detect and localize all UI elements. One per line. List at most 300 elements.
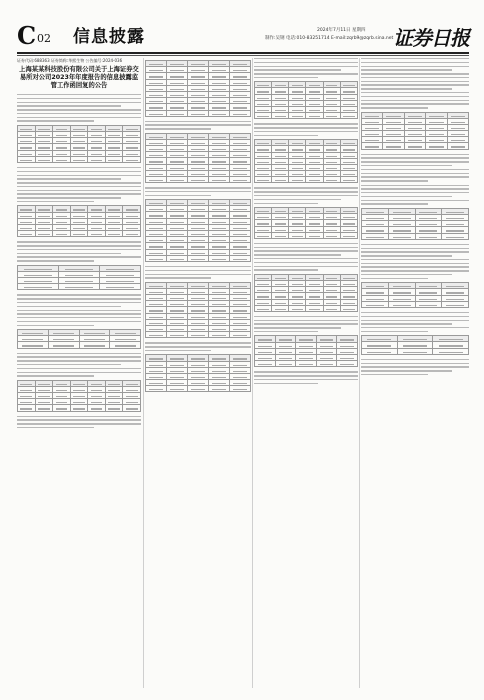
text-line: [361, 331, 428, 332]
table-cell: [337, 361, 358, 367]
table-row: [362, 301, 469, 307]
cell-text: [149, 89, 163, 90]
table-cell: [306, 177, 323, 183]
table-cell: [209, 386, 230, 392]
cell-text: [149, 76, 163, 77]
text-line: [254, 66, 358, 67]
cell-text: [126, 234, 138, 235]
cell-text: [326, 217, 337, 218]
text-line: [17, 427, 94, 428]
data-table: [17, 329, 141, 349]
table-cell: [188, 332, 209, 338]
cell-text: [149, 246, 163, 247]
table-cell: [88, 405, 106, 411]
cell-text: [429, 128, 443, 129]
cell-text: [91, 234, 103, 235]
cell-text: [191, 240, 205, 241]
cell-text: [149, 137, 163, 138]
text-line: [254, 320, 358, 321]
body-text-block: [145, 60, 251, 392]
text-line: [361, 73, 469, 74]
cell-text: [149, 292, 163, 293]
text-line: [254, 123, 358, 124]
table-cell: [255, 305, 272, 311]
table-row: [362, 233, 469, 239]
cell-text: [233, 64, 247, 65]
cell-text: [340, 364, 354, 365]
cell-text: [451, 134, 465, 135]
cell-text: [170, 335, 184, 336]
cell-text: [233, 76, 247, 77]
cell-text: [233, 215, 247, 216]
cell-text: [393, 218, 411, 219]
cell-text: [366, 237, 384, 238]
cell-text: [233, 174, 247, 175]
cell-text: [91, 216, 103, 217]
cell-text: [212, 203, 226, 204]
cell-text: [212, 107, 226, 108]
cell-text: [108, 222, 120, 223]
cell-text: [309, 162, 320, 163]
cell-text: [38, 384, 50, 385]
table-cell: [447, 143, 468, 149]
text-line: [254, 135, 318, 136]
text-line: [17, 310, 141, 311]
cell-text: [191, 365, 205, 366]
cell-text: [257, 91, 268, 92]
text-line: [17, 253, 121, 254]
cell-text: [191, 246, 205, 247]
table-cell: [275, 361, 296, 367]
column-1: [17, 58, 141, 688]
body-text-block: [361, 58, 469, 375]
table-cell: [388, 301, 415, 307]
table-cell: [230, 255, 251, 261]
cell-text: [340, 346, 354, 347]
cell-text: [292, 143, 303, 144]
cell-text: [446, 292, 464, 293]
cell-text: [73, 384, 85, 385]
table-cell: [426, 143, 447, 149]
cell-text: [292, 217, 303, 218]
table-cell: [255, 177, 272, 183]
cell-text: [73, 222, 85, 223]
table-cell: [362, 233, 389, 239]
cell-text: [191, 310, 205, 311]
cell-text: [233, 253, 247, 254]
text-line: [254, 254, 341, 255]
text-line: [17, 178, 121, 179]
cell-text: [257, 236, 268, 237]
cell-text: [149, 143, 163, 144]
cell-text: [126, 135, 138, 136]
cell-text: [292, 230, 303, 231]
text-lines: [361, 312, 469, 332]
cell-text: [386, 146, 400, 147]
text-line: [145, 270, 251, 271]
cell-text: [419, 286, 437, 287]
table-cell: [167, 110, 188, 116]
text-lines: [145, 266, 251, 279]
cell-text: [191, 389, 205, 390]
cell-text: [212, 149, 226, 150]
cell-text: [309, 230, 320, 231]
text-line: [361, 370, 452, 371]
data-table: [17, 125, 141, 163]
table-row: [255, 232, 358, 238]
cell-text: [191, 180, 205, 181]
cell-text: [212, 234, 226, 235]
data-table: [17, 205, 141, 237]
cell-text: [366, 305, 384, 306]
cell-text: [393, 292, 411, 293]
cell-text: [149, 365, 163, 366]
cell-text: [191, 253, 205, 254]
cell-text: [429, 122, 443, 123]
cell-text: [386, 116, 400, 117]
text-line: [17, 113, 141, 114]
cell-text: [366, 218, 384, 219]
cell-text: [149, 329, 163, 330]
text-line: [361, 363, 469, 364]
cell-text: [170, 234, 184, 235]
cell-text: [170, 149, 184, 150]
text-lines: [361, 359, 469, 376]
cell-text: [212, 155, 226, 156]
cell-text: [170, 95, 184, 96]
table-cell: [272, 232, 289, 238]
text-line: [17, 102, 141, 103]
text-lines: [254, 123, 358, 136]
cell-text: [343, 296, 354, 297]
cell-text: [73, 228, 85, 229]
cell-text: [439, 339, 463, 340]
cell-text: [257, 98, 268, 99]
cell-text: [258, 358, 272, 359]
cell-text: [212, 371, 226, 372]
cell-text: [326, 278, 337, 279]
cell-text: [191, 304, 205, 305]
cell-text: [275, 174, 286, 175]
cell-text: [309, 168, 320, 169]
cell-text: [91, 209, 103, 210]
text-line: [254, 331, 318, 332]
text-line: [17, 360, 141, 361]
text-line: [254, 243, 358, 244]
cell-text: [91, 390, 103, 391]
cell-text: [275, 296, 286, 297]
cell-text: [366, 299, 384, 300]
text-line: [254, 266, 358, 267]
newspaper-logo: 证券日报: [393, 26, 469, 50]
text-line: [361, 84, 469, 85]
cell-text: [91, 141, 103, 142]
cell-text: [170, 323, 184, 324]
cell-text: [309, 104, 320, 105]
cell-text: [275, 116, 286, 117]
data-table: [145, 199, 251, 262]
cell-text: [170, 240, 184, 241]
table-cell: [306, 305, 323, 311]
table-cell: [123, 231, 141, 237]
table-cell: [146, 255, 167, 261]
cell-text: [233, 298, 247, 299]
cell-text: [191, 323, 205, 324]
cell-text: [233, 101, 247, 102]
cell-text: [170, 253, 184, 254]
cell-text: [170, 203, 184, 204]
cell-text: [149, 203, 163, 204]
text-line: [361, 248, 469, 249]
text-line: [17, 364, 121, 365]
table-cell: [167, 255, 188, 261]
cell-text: [53, 345, 74, 346]
cell-text: [73, 216, 85, 217]
cell-text: [106, 269, 134, 270]
cell-text: [258, 346, 272, 347]
cell-text: [56, 135, 68, 136]
cell-text: [65, 275, 93, 276]
cell-text: [212, 101, 226, 102]
cell-text: [73, 160, 85, 161]
cell-text: [170, 101, 184, 102]
cell-text: [451, 128, 465, 129]
cell-text: [320, 352, 334, 353]
cell-text: [292, 303, 303, 304]
text-line: [361, 165, 452, 166]
cell-text: [108, 396, 120, 397]
cell-text: [279, 339, 293, 340]
cell-text: [279, 352, 293, 353]
cell-text: [191, 137, 205, 138]
cell-text: [257, 104, 268, 105]
text-line: [254, 187, 358, 188]
text-line: [361, 58, 469, 59]
text-line: [17, 182, 141, 183]
text-line: [361, 69, 452, 70]
cell-text: [191, 143, 205, 144]
table-cell: [323, 113, 340, 119]
cell-text: [326, 290, 337, 291]
text-line: [17, 313, 141, 314]
table-cell: [323, 177, 340, 183]
cell-text: [191, 329, 205, 330]
cell-text: [106, 287, 134, 288]
text-lines: [17, 353, 141, 377]
table-cell: [167, 386, 188, 392]
cell-text: [65, 281, 93, 282]
text-line: [17, 302, 141, 303]
cell-text: [191, 286, 205, 287]
cell-text: [149, 180, 163, 181]
cell-text: [149, 298, 163, 299]
cell-text: [309, 211, 320, 212]
cell-text: [170, 155, 184, 156]
cell-text: [212, 222, 226, 223]
cell-text: [212, 240, 226, 241]
table-cell: [18, 284, 59, 290]
cell-text: [439, 345, 463, 346]
text-line: [361, 255, 452, 256]
cell-text: [56, 384, 68, 385]
text-line: [17, 260, 94, 261]
table-cell: [340, 177, 357, 183]
cell-text: [275, 162, 286, 163]
cell-text: [386, 122, 400, 123]
cell-text: [84, 345, 105, 346]
text-line: [361, 157, 469, 158]
cell-text: [149, 383, 163, 384]
table-cell: [230, 386, 251, 392]
cell-text: [233, 228, 247, 229]
text-line: [17, 109, 141, 110]
cell-text: [233, 365, 247, 366]
cell-text: [326, 284, 337, 285]
cell-text: [212, 310, 226, 311]
cell-text: [257, 180, 268, 181]
column-divider: [143, 58, 144, 688]
cell-text: [191, 222, 205, 223]
cell-text: [403, 352, 427, 353]
cell-text: [170, 298, 184, 299]
cell-text: [191, 234, 205, 235]
table-cell: [209, 176, 230, 182]
cell-text: [38, 129, 50, 130]
cell-text: [343, 162, 354, 163]
table-cell: [306, 232, 323, 238]
table-cell: [272, 113, 289, 119]
cell-text: [191, 168, 205, 169]
cell-text: [212, 365, 226, 366]
cell-text: [38, 209, 50, 210]
cell-text: [326, 104, 337, 105]
cell-text: [366, 224, 384, 225]
text-line: [361, 312, 469, 313]
table-row: [18, 231, 141, 237]
cell-text: [126, 384, 138, 385]
text-lines: [254, 316, 358, 333]
cell-text: [343, 149, 354, 150]
cell-text: [73, 141, 85, 142]
cell-text: [191, 161, 205, 162]
cell-text: [343, 284, 354, 285]
cell-text: [56, 147, 68, 148]
cell-text: [386, 140, 400, 141]
text-line: [361, 77, 469, 78]
text-line: [17, 416, 141, 417]
cell-text: [191, 114, 205, 115]
cell-text: [275, 143, 286, 144]
text-line: [254, 258, 358, 259]
text-line: [361, 266, 469, 267]
cell-text: [91, 147, 103, 148]
cell-text: [451, 122, 465, 123]
text-line: [254, 247, 358, 248]
table-cell: [415, 233, 442, 239]
cell-text: [275, 156, 286, 157]
cell-text: [65, 287, 93, 288]
table-cell: [255, 232, 272, 238]
cell-text: [292, 162, 303, 163]
cell-text: [73, 154, 85, 155]
cell-text: [170, 161, 184, 162]
cell-text: [299, 339, 313, 340]
text-line: [361, 88, 452, 89]
text-lines: [361, 185, 469, 205]
cell-text: [257, 296, 268, 297]
text-lines: [361, 244, 469, 279]
cell-text: [20, 147, 32, 148]
data-table: [17, 265, 141, 291]
cell-text: [126, 160, 138, 161]
cell-text: [326, 149, 337, 150]
cell-text: [91, 384, 103, 385]
cell-text: [419, 237, 437, 238]
cell-text: [22, 333, 43, 334]
text-line: [17, 294, 141, 295]
text-line: [361, 100, 469, 101]
table-row: [255, 305, 358, 311]
text-lines: [145, 121, 251, 130]
cell-text: [309, 236, 320, 237]
cell-text: [257, 162, 268, 163]
cell-text: [451, 116, 465, 117]
cell-text: [299, 364, 313, 365]
table-cell: [18, 405, 36, 411]
cell-text: [212, 137, 226, 138]
cell-text: [257, 230, 268, 231]
cell-text: [393, 224, 411, 225]
table-row: [18, 284, 141, 290]
cell-text: [149, 371, 163, 372]
cell-text: [170, 180, 184, 181]
cell-text: [170, 168, 184, 169]
text-lines: [361, 58, 469, 109]
cell-text: [149, 377, 163, 378]
cell-text: [38, 408, 50, 409]
cell-text: [292, 309, 303, 310]
cell-text: [212, 304, 226, 305]
text-line: [361, 62, 469, 63]
cell-text: [20, 209, 32, 210]
text-line: [361, 103, 469, 104]
text-line: [361, 200, 469, 201]
table-cell: [88, 156, 106, 162]
data-table: [145, 282, 251, 339]
cell-text: [343, 290, 354, 291]
cell-text: [257, 223, 268, 224]
table-cell: [383, 143, 404, 149]
table-cell: [289, 232, 306, 238]
cell-text: [126, 154, 138, 155]
cell-text: [343, 98, 354, 99]
cell-text: [108, 390, 120, 391]
table-cell: [340, 232, 357, 238]
cell-text: [20, 228, 32, 229]
cell-text: [258, 339, 272, 340]
text-line: [361, 92, 469, 93]
text-line: [17, 423, 141, 424]
section-title: 信息披露: [73, 27, 145, 47]
cell-text: [20, 222, 32, 223]
cell-text: [170, 246, 184, 247]
text-line: [145, 274, 251, 275]
cell-text: [439, 352, 463, 353]
cell-text: [149, 222, 163, 223]
cell-text: [38, 396, 50, 397]
cell-text: [309, 217, 320, 218]
cell-text: [126, 147, 138, 148]
